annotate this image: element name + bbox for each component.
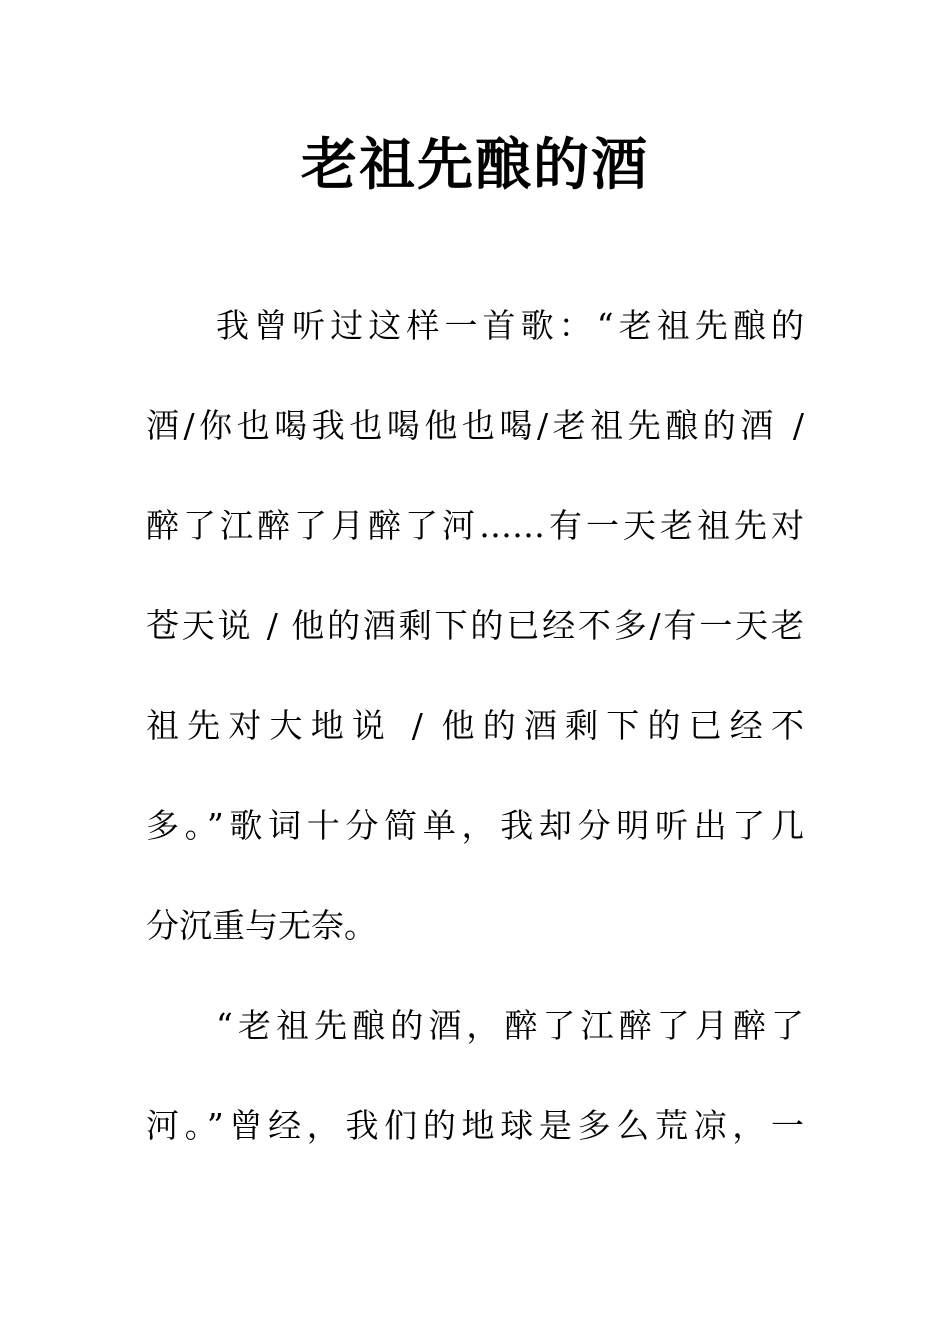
paragraph-2-line-2: 河。”曾经，我们的地球是多么荒凉，一 <box>146 1106 804 1145</box>
document-title: 老祖先酿的酒 <box>301 133 649 198</box>
paragraph-1-line-1: 我曾听过这样一首歌：“老祖先酿的 <box>216 306 804 345</box>
paragraph-2-line-1: “老祖先酿的酒，醉了江醉了月醉了 <box>216 1006 804 1045</box>
paragraph-1-line-5: 祖先对大地说 / 他的酒剩下的已经不 <box>146 706 804 745</box>
paragraph-1-line-6: 多。”歌词十分简单，我却分明听出了几 <box>146 806 804 845</box>
paragraph-1-line-4: 苍天说 / 他的酒剩下的已经不多/有一天老 <box>146 606 804 645</box>
paragraph-1-line-7: 分沉重与无奈。 <box>146 906 377 945</box>
paragraph-1-line-3: 醉了江醉了月醉了河……有一天老祖先对 <box>146 506 804 545</box>
paragraph-1-line-2: 酒/你也喝我也喝他也喝/老祖先酿的酒 / <box>146 406 804 445</box>
